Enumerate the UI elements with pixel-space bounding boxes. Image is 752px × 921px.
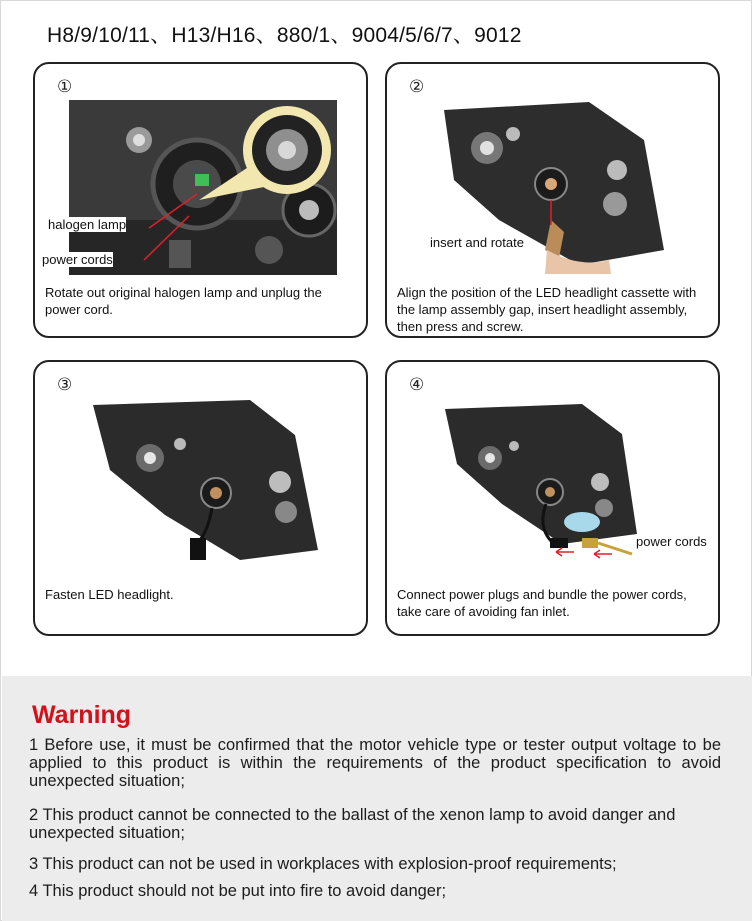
step-number: ②	[409, 77, 425, 96]
label-power-cords: power cords	[42, 252, 113, 267]
warning-item: 3 This product can not be used in workplaces with explosion-proof requirements;	[29, 855, 617, 873]
warning-item: 4 This product should not be put into fire to avoid danger;	[29, 882, 447, 900]
warning-section	[2, 676, 752, 921]
step-card-4	[385, 360, 720, 636]
step-card-1	[33, 62, 368, 338]
warning-item: 1 Before use, it must be confirmed that the motor vehicle type or tester output voltage to be applied to this product is within the requirements of the product specification to avoid unexpected situation;	[29, 736, 721, 790]
step-number: ④	[409, 375, 425, 394]
step-card-3	[33, 360, 368, 636]
headlight-photo-halogen-removal	[69, 100, 337, 275]
label-halogen-lamp: halogen lamp	[48, 217, 127, 232]
step-caption: Rotate out original halogen lamp and unplug the power cord.	[45, 285, 322, 317]
step-card-2	[385, 62, 720, 338]
step-number: ③	[57, 375, 73, 394]
step-caption: Connect power plugs and bundle the power cords, take care of avoiding fan inlet.	[397, 587, 687, 619]
warning-item: 2 This product cannot be connected to the ballast of the xenon lamp to avoid danger and unexpected situation;	[29, 806, 676, 842]
label-insert-and-rotate: insert and rotate	[430, 235, 524, 250]
step-caption: Align the position of the LED headlight cassette with the lamp assembly gap, insert headlight assembly, then press and screw.	[397, 285, 697, 334]
headlight-photo-connect	[442, 404, 642, 574]
step-number: ①	[57, 77, 73, 96]
warning-title: Warning	[32, 701, 132, 729]
page-title: H8/9/10/11、H13/H16、880/1、9004/5/6/7、9012	[47, 24, 522, 47]
label-power-cords: power cords	[636, 534, 707, 549]
headlight-photo-fastened	[90, 400, 320, 570]
step-caption: Fasten LED headlight.	[45, 587, 174, 602]
